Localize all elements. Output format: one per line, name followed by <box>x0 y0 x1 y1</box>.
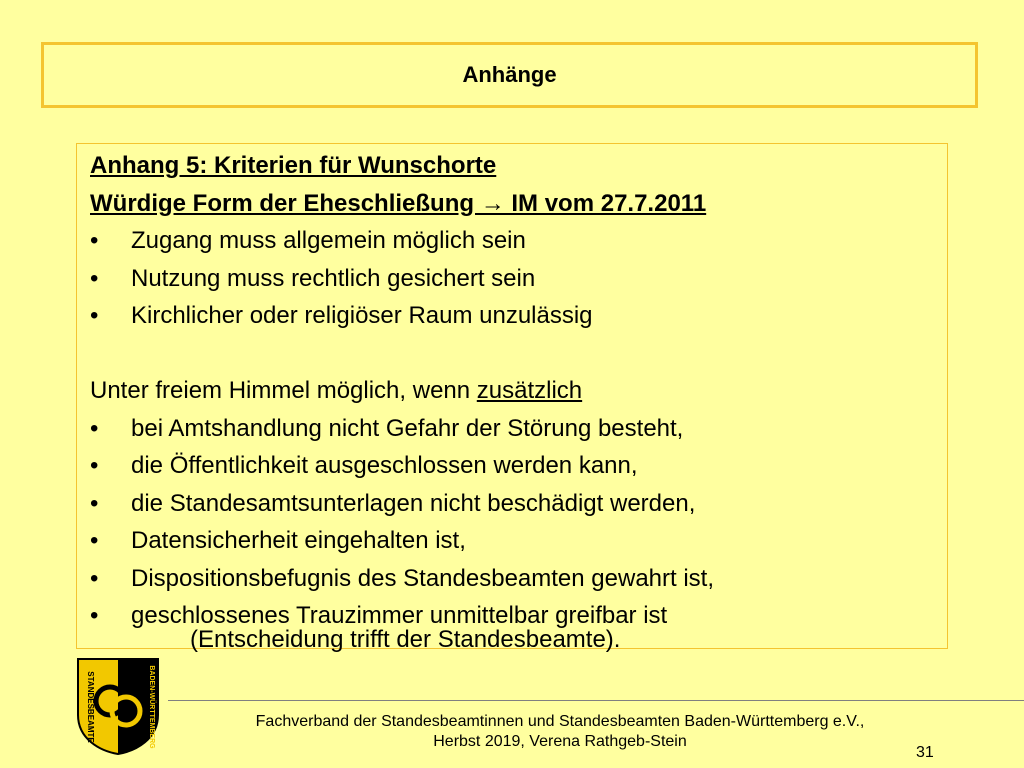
list-item-text: bei Amtshandlung nicht Gefahr der Störung besteht, <box>131 414 684 442</box>
bullet-marker: • <box>90 602 99 629</box>
bullet-marker: • <box>90 527 99 554</box>
bullet-marker: • <box>90 414 99 442</box>
list-item <box>90 297 950 335</box>
slide-title: Anhänge <box>462 62 557 87</box>
condition-line <box>90 372 950 410</box>
list-item-text: Zugang muss allgemein möglich sein <box>131 227 526 254</box>
bullet-marker: • <box>90 564 99 592</box>
list-item <box>90 522 950 560</box>
footer-divider <box>168 700 1024 701</box>
heading-dignified-form: Würdige Form der Eheschließung → IM vom 27.7.2011 <box>90 189 707 217</box>
bullet-marker: • <box>90 264 99 292</box>
bullet-marker: • <box>90 452 99 479</box>
logo-text-right: BADEN-WÜRTTEMBERG <box>148 665 155 749</box>
list-item-text: Datensicherheit eingehalten ist, <box>131 527 466 554</box>
condition-prefix: Unter freiem Himmel möglich, wenn <box>90 377 477 404</box>
list-item-text: Dispositionsbefugnis des Standesbeamten gewahrt ist, <box>131 564 715 592</box>
slide-content <box>90 147 950 655</box>
list-item <box>90 260 950 298</box>
list-item-text: Kirchlicher oder religiöser Raum unzulässig <box>131 302 593 329</box>
list-item-text: die Standesamtsunterlagen nicht beschädigt werden, <box>131 489 696 517</box>
list-item-text: Nutzung muss rechtlich gesichert sein <box>131 264 536 292</box>
list-item <box>90 222 950 260</box>
footer-line-2: Herbst 2019, Verena Rathgeb-Stein <box>433 733 687 750</box>
spacer <box>90 335 950 373</box>
heading-appendix: Anhang 5: Kriterien für Wunschorte <box>90 152 497 179</box>
condition-emphasis: zusätzlich <box>476 377 583 404</box>
association-logo <box>76 657 160 756</box>
list-item <box>90 485 950 523</box>
list-item <box>90 410 950 448</box>
footer <box>160 712 960 752</box>
list-item-continuation: (Entscheidung trifft der Standesbeamte). <box>190 625 621 653</box>
bullet-marker: • <box>90 302 99 329</box>
list-item <box>90 560 950 598</box>
title-box <box>41 42 978 108</box>
list-item-text: die Öffentlichkeit ausgeschlossen werden kann, <box>131 452 638 479</box>
page-number: 31 <box>916 744 934 761</box>
logo-text-left: STANDESBEAMTE <box>86 671 95 743</box>
bullet-marker: • <box>90 227 99 254</box>
list-item-text: geschlossenes Trauzimmer unmittelbar greifbar ist <box>131 602 668 629</box>
footer-line-1: Fachverband der Standesbeamtinnen und Standesbeamten Baden-Württemberg e.V., <box>255 713 865 730</box>
bullet-marker: • <box>90 489 99 517</box>
list-item <box>90 447 950 485</box>
